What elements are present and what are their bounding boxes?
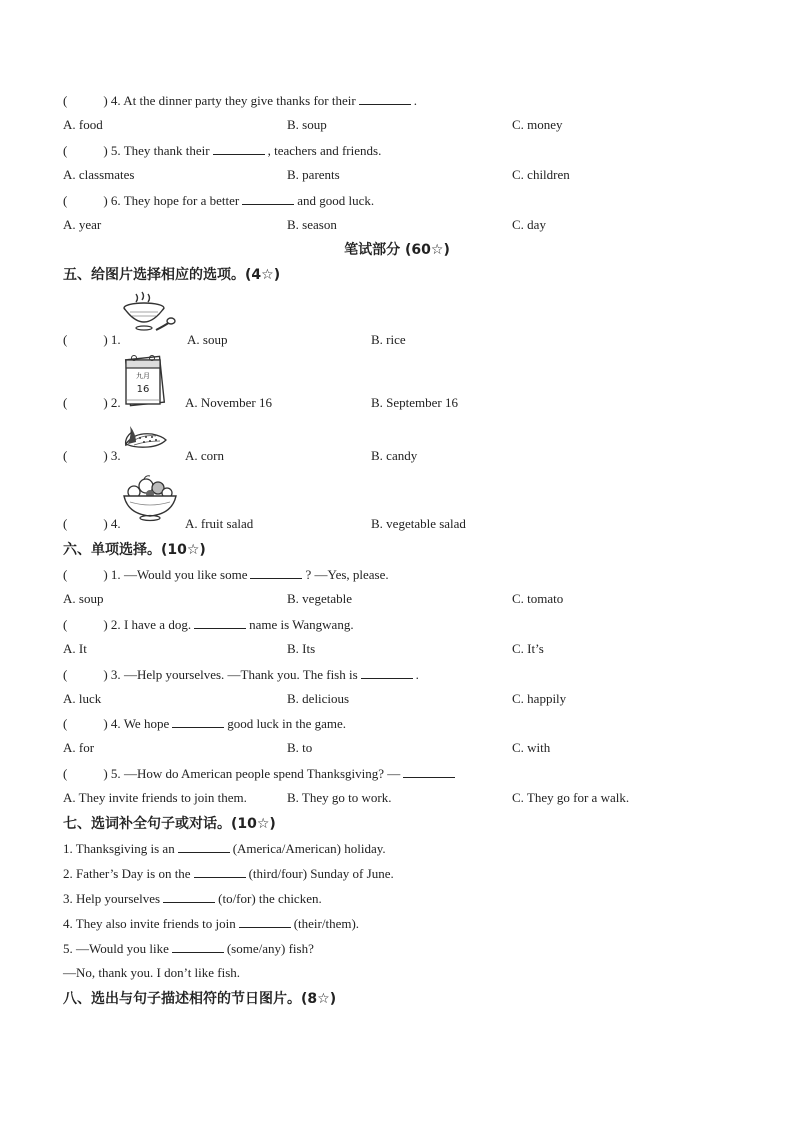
answer-blank[interactable] — [359, 92, 411, 105]
corn-icon — [122, 422, 170, 452]
question-number: ) 5. — [103, 143, 124, 158]
paren-open: ( — [63, 332, 68, 347]
question-number: ) 6. — [103, 193, 124, 208]
item-hint: (to/for) the chicken. — [218, 891, 322, 906]
answer-blank[interactable] — [194, 865, 246, 878]
paren-open: ( — [63, 193, 68, 208]
option-a[interactable]: A. luck — [63, 691, 102, 706]
question-text-after: . — [415, 667, 419, 682]
option-c[interactable]: C. with — [512, 740, 551, 755]
question-text: At the dinner party they give thanks for their — [123, 93, 356, 108]
question-number: ) 3. — [103, 448, 121, 463]
paren-open: ( — [63, 716, 68, 731]
question-text-after: ? —Yes, please. — [305, 567, 389, 582]
option-b[interactable]: B. They go to work. — [287, 790, 392, 805]
question-text: We hope — [123, 716, 170, 731]
option-b[interactable]: B. candy — [371, 448, 418, 463]
answer-blank[interactable] — [178, 840, 230, 853]
item-hint: (third/four) Sunday of June. — [248, 866, 394, 881]
paren-open: ( — [63, 93, 68, 108]
item-hint: (some/any) fish? — [226, 941, 314, 956]
option-b[interactable]: B. September 16 — [371, 395, 459, 410]
option-a[interactable]: A. November 16 — [185, 395, 273, 410]
section-7-item-1 — [63, 840, 386, 857]
answer-blank[interactable] — [403, 765, 455, 778]
section-7-item-3 — [63, 890, 322, 907]
answer-blank[interactable] — [250, 566, 302, 579]
question-text: I have a dog. — [123, 617, 192, 632]
option-c[interactable]: C. They go for a walk. — [512, 790, 630, 805]
answer-blank[interactable] — [163, 890, 215, 903]
section-6-question-2 — [63, 616, 354, 633]
item-text: 4. They also invite friends to join — [63, 916, 236, 931]
item-text: 5. —Would you like — [63, 941, 169, 956]
question-text-after: good luck in the game. — [227, 716, 347, 731]
question-number: ) 3. — [103, 667, 124, 682]
option-b[interactable]: B. Its — [287, 641, 316, 656]
option-b[interactable]: B. rice — [371, 332, 406, 347]
listening-question-6 — [63, 192, 374, 209]
paren-open: ( — [63, 567, 68, 582]
section-5-question-3 — [63, 448, 121, 464]
question-number: ) 5. — [103, 766, 124, 781]
question-text: —How do American people spend Thanksgiving? — — [123, 766, 401, 781]
answer-blank[interactable] — [242, 192, 294, 205]
listening-question-5 — [63, 142, 381, 159]
item-hint: (America/American) holiday. — [232, 841, 386, 856]
question-text-after: name is Wangwang. — [249, 617, 354, 632]
section-6-question-5 — [63, 765, 458, 782]
option-b[interactable]: B. to — [287, 740, 313, 755]
question-number: ) 1. — [103, 567, 124, 582]
section-7-item-4 — [63, 915, 359, 932]
option-b[interactable]: B. parents — [287, 167, 340, 182]
question-text: —Help yourselves. —Thank you. The fish is — [123, 667, 358, 682]
option-c[interactable]: C. money — [512, 117, 563, 132]
section-6-question-1 — [63, 566, 389, 583]
answer-blank[interactable] — [361, 666, 413, 679]
option-a[interactable]: A. year — [63, 217, 102, 232]
fruit-salad-icon — [122, 474, 178, 522]
calendar-icon — [122, 350, 170, 408]
answer-blank[interactable] — [213, 142, 265, 155]
calendar-month: 九月 — [136, 372, 150, 380]
option-b[interactable]: B. season — [287, 217, 337, 232]
item-text: 3. Help yourselves — [63, 891, 161, 906]
section-8-title: 八、选出与句子描述相符的节日图片。(8☆) — [63, 991, 337, 1007]
answer-blank[interactable] — [194, 616, 246, 629]
paren-open: ( — [63, 617, 68, 632]
answer-blank[interactable] — [239, 915, 291, 928]
option-a[interactable]: A. It — [63, 641, 87, 656]
question-text: They hope for a better — [123, 193, 240, 208]
section-6-title: 六、单项选择。(10☆) — [63, 542, 206, 558]
section-5-question-4 — [63, 516, 121, 532]
section-5-question-2 — [63, 395, 121, 411]
question-number: ) 4. — [103, 716, 124, 731]
question-text-after: . — [413, 93, 417, 108]
option-a[interactable]: A. classmates — [63, 167, 135, 182]
option-b[interactable]: B. soup — [287, 117, 327, 132]
soup-bowl-icon — [122, 290, 178, 340]
option-c[interactable]: C. tomato — [512, 591, 564, 606]
section-5-question-1 — [63, 332, 121, 348]
item-hint: (their/them). — [293, 916, 360, 931]
question-number: ) 1. — [103, 332, 121, 347]
paren-open: ( — [63, 516, 68, 531]
question-text: They thank their — [123, 143, 210, 158]
section-6-question-4 — [63, 715, 346, 732]
section-6-question-3 — [63, 666, 419, 683]
paren-open: ( — [63, 448, 68, 463]
option-c[interactable]: C. happily — [512, 691, 567, 706]
listening-question-4 — [63, 92, 417, 109]
paren-open: ( — [63, 395, 68, 410]
question-number: ) 4. — [103, 516, 121, 531]
option-a[interactable]: A. soup — [63, 591, 104, 606]
question-number: ) 2. — [103, 617, 124, 632]
section-7-reply: —No, thank you. I don’t like fish. — [63, 965, 241, 980]
section-5-title: 五、给图片选择相应的选项。(4☆) — [63, 267, 281, 283]
paren-open: ( — [63, 667, 68, 682]
question-number: ) 2. — [103, 395, 121, 410]
option-a[interactable]: A. for — [63, 740, 95, 755]
option-a[interactable]: A. corn — [185, 448, 224, 463]
written-part-header: 笔试部分 (60☆) — [344, 242, 450, 258]
question-text: —Would you like some — [123, 567, 248, 582]
item-text: 2. Father’s Day is on the — [63, 866, 191, 881]
answer-blank[interactable] — [172, 940, 224, 953]
option-c[interactable]: C. children — [512, 167, 570, 182]
paren-open: ( — [63, 143, 68, 158]
option-b[interactable]: B. delicious — [287, 691, 350, 706]
question-number: ) 4. — [103, 93, 124, 108]
option-b[interactable]: B. vegetable — [287, 591, 352, 606]
option-a[interactable]: A. They invite friends to join them. — [63, 790, 247, 805]
item-text: 1. Thanksgiving is an — [63, 841, 175, 856]
question-text-after: and good luck. — [297, 193, 375, 208]
section-7-item-2 — [63, 865, 394, 882]
question-text-after: , teachers and friends. — [267, 143, 382, 158]
answer-blank[interactable] — [172, 715, 224, 728]
paren-open: ( — [63, 766, 68, 781]
option-a[interactable]: A. soup — [187, 332, 228, 347]
option-b[interactable]: B. vegetable salad — [371, 516, 466, 531]
option-c[interactable]: C. day — [512, 217, 546, 232]
option-a[interactable]: A. food — [63, 117, 103, 132]
option-c[interactable]: C. It’s — [512, 641, 544, 656]
calendar-day: 16 — [136, 384, 150, 395]
section-7-item-5 — [63, 940, 314, 957]
option-a[interactable]: A. fruit salad — [185, 516, 254, 531]
section-7-title: 七、选词补全句子或对话。(10☆) — [63, 816, 276, 832]
